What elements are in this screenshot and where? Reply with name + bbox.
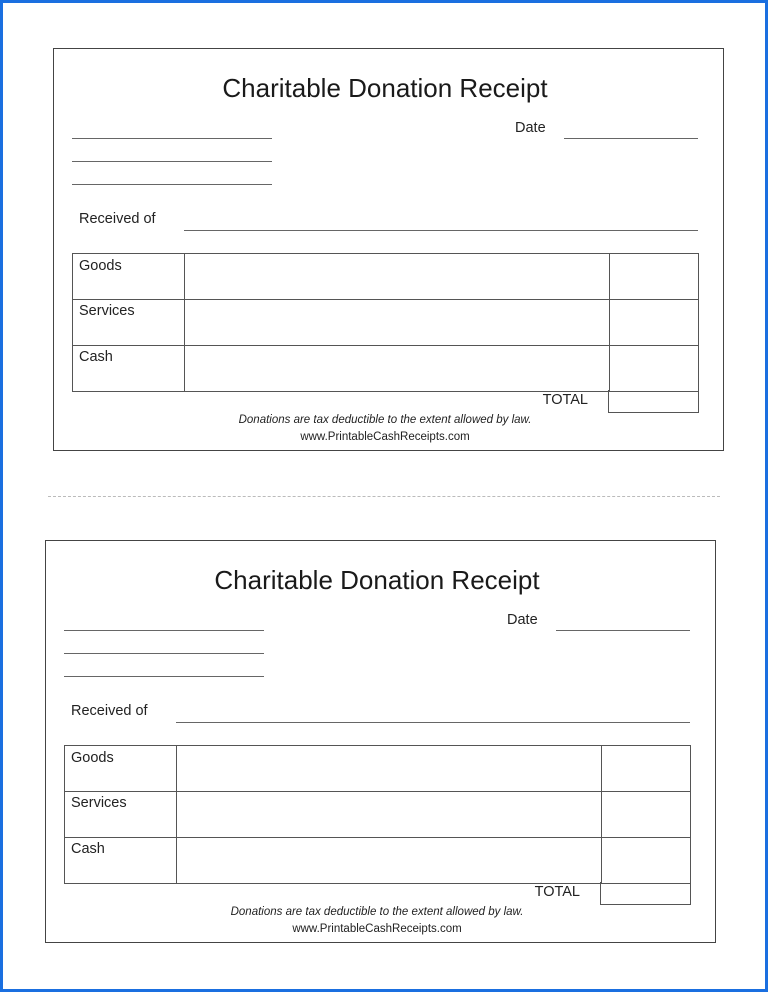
- address-line-1[interactable]: [64, 630, 264, 631]
- website-url: www.PrintableCashReceipts.com: [300, 431, 470, 443]
- tax-note: Donations are tax deductible to the extent allowed by law.: [230, 906, 524, 918]
- cash-label: Cash: [79, 349, 113, 365]
- received-of-field[interactable]: [176, 722, 690, 723]
- services-label: Services: [71, 795, 127, 811]
- row-divider: [73, 299, 698, 300]
- total-label: TOTAL: [534, 884, 580, 900]
- date-field[interactable]: [556, 630, 690, 631]
- address-line-1[interactable]: [72, 138, 272, 139]
- address-line-3[interactable]: [72, 184, 272, 185]
- total-field[interactable]: [600, 882, 691, 905]
- date-label: Date: [515, 120, 546, 136]
- column-divider: [176, 746, 177, 883]
- row-divider: [65, 791, 690, 792]
- donation-table: [72, 253, 699, 392]
- website-url: www.PrintableCashReceipts.com: [292, 923, 462, 935]
- received-of-label: Received of: [79, 211, 156, 227]
- total-label: TOTAL: [542, 392, 588, 408]
- row-divider: [73, 345, 698, 346]
- receipt-title: Charitable Donation Receipt: [214, 565, 540, 595]
- row-divider: [65, 837, 690, 838]
- receipt-title: Charitable Donation Receipt: [222, 73, 548, 103]
- total-field[interactable]: [608, 390, 699, 413]
- address-line-2[interactable]: [64, 653, 264, 654]
- column-divider: [184, 254, 185, 391]
- date-field[interactable]: [564, 138, 698, 139]
- received-of-field[interactable]: [184, 230, 698, 231]
- goods-label: Goods: [71, 750, 114, 766]
- address-line-2[interactable]: [72, 161, 272, 162]
- donation-receipt: [45, 540, 716, 943]
- cash-label: Cash: [71, 841, 105, 857]
- tax-note: Donations are tax deductible to the extent allowed by law.: [238, 414, 532, 426]
- services-label: Services: [79, 303, 135, 319]
- column-divider: [601, 746, 602, 883]
- goods-label: Goods: [79, 258, 122, 274]
- address-line-3[interactable]: [64, 676, 264, 677]
- donation-receipt: [53, 48, 724, 451]
- donation-table: [64, 745, 691, 884]
- received-of-label: Received of: [71, 703, 148, 719]
- column-divider: [609, 254, 610, 391]
- cut-line: [48, 496, 720, 497]
- date-label: Date: [507, 612, 538, 628]
